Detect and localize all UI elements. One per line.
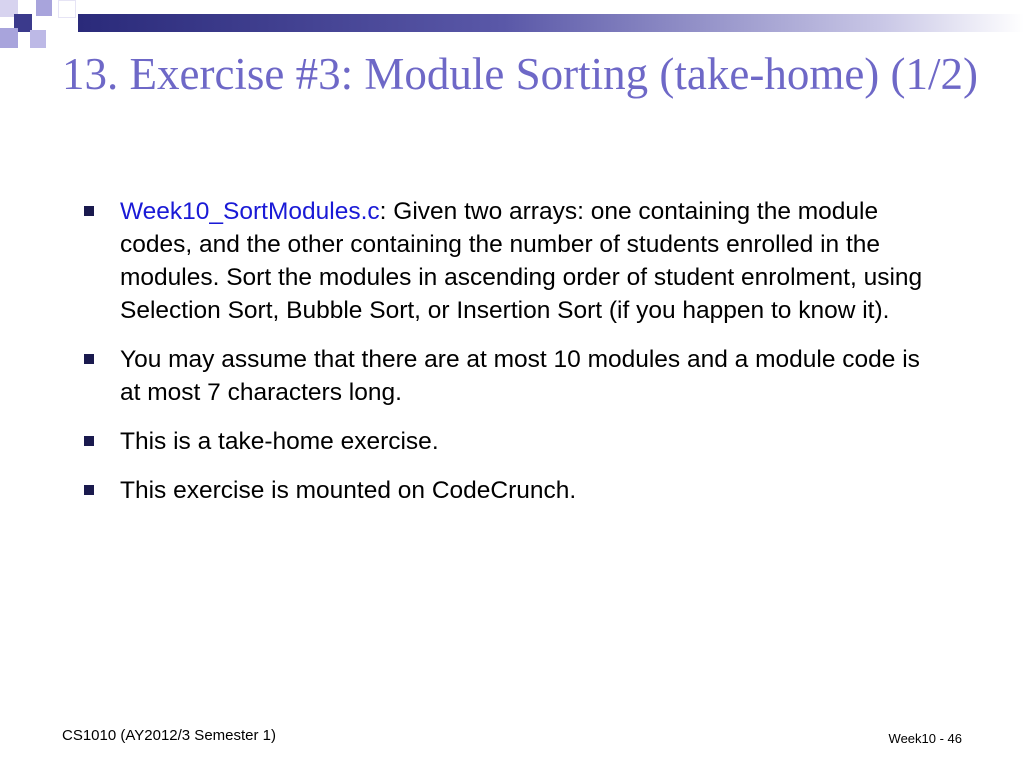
decorative-square	[36, 0, 52, 16]
bullet-text: This is a take-home exercise.	[120, 428, 439, 455]
square-bullet-icon	[84, 485, 94, 495]
square-bullet-icon	[84, 354, 94, 364]
bullet-list	[80, 195, 930, 523]
bullet-item	[80, 425, 930, 458]
header-gradient-bar	[78, 14, 1024, 32]
decorative-square	[0, 28, 18, 48]
file-name-link[interactable]: Week10_SortModules.c	[120, 198, 380, 225]
square-bullet-icon	[84, 436, 94, 446]
decorative-square	[58, 0, 76, 18]
slide-title: 13. Exercise #3: Module Sorting (take-home) (1/2)	[62, 49, 979, 99]
bullet-text: : Given two arrays: one containing the module codes, and the other containing the number of students enrolled in the modules. Sort the modules in ascending order of student enrolment, using Selection Sort, Bubble Sort, or Insertion Sort (if you happen to know it).	[120, 198, 923, 324]
bullet-item	[80, 195, 930, 327]
bullet-text: This exercise is mounted on CodeCrunch.	[120, 477, 577, 504]
square-bullet-icon	[84, 206, 94, 216]
bullet-item	[80, 474, 930, 507]
decorative-square	[30, 30, 46, 48]
bullet-text: You may assume that there are at most 10 modules and a module code is at most 7 characters long.	[120, 346, 920, 406]
footer-page-number: Week10 - 46	[888, 731, 962, 746]
footer-course: CS1010 (AY2012/3 Semester 1)	[62, 727, 277, 744]
bullet-item	[80, 343, 930, 409]
